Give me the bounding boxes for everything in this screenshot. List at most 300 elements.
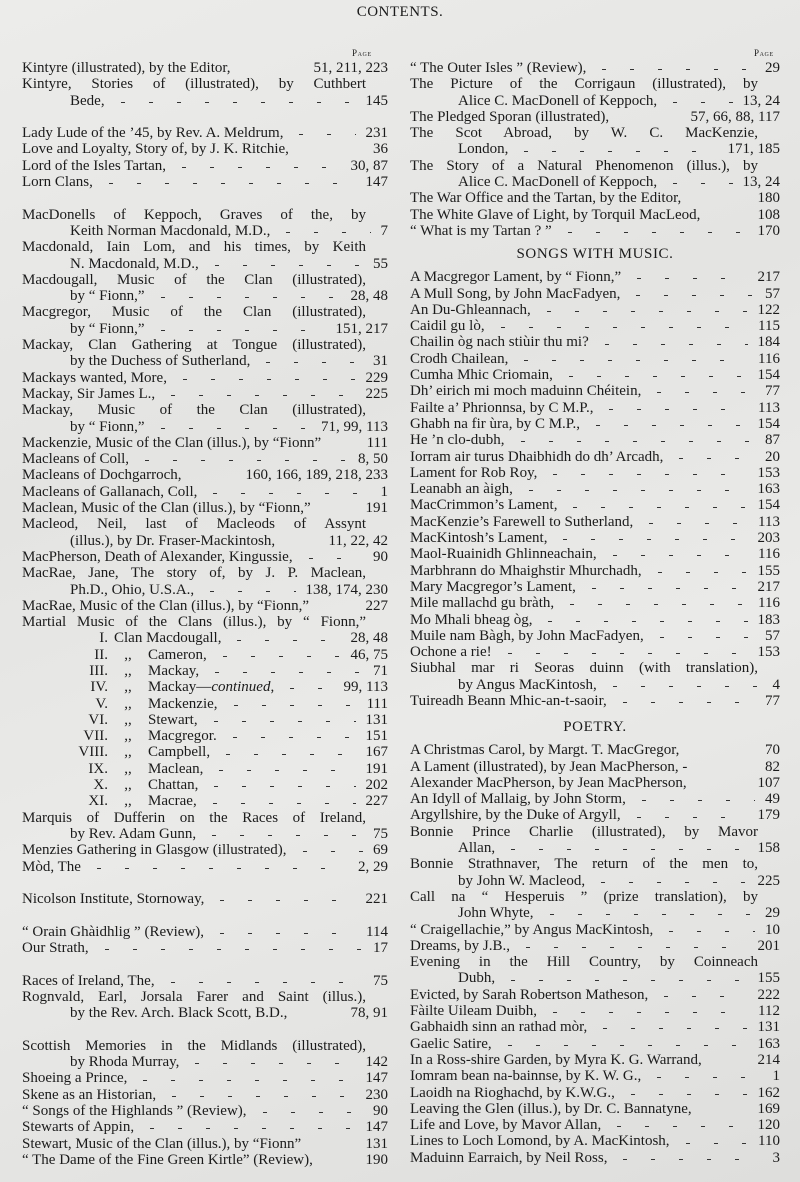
entry-title: Macdougall, Music of the Clan (illustrated), — [22, 271, 366, 288]
contents-entry — [22, 141, 388, 157]
dot-leader — [489, 318, 748, 334]
entry-title: Menzies Gathering in Glasgow (illustrated), — [22, 842, 287, 859]
entry-title: Iorram air turus Dhaibhidh do dh’ Arcadh, — [410, 448, 664, 465]
page-number: 154 — [757, 367, 780, 384]
page-number: 115 — [758, 318, 780, 335]
entry-title: Dubh, — [458, 970, 496, 987]
entry-title: Shoeing a Prince, — [22, 1070, 128, 1087]
dot-leader — [311, 500, 360, 516]
contents-entry — [22, 924, 388, 940]
ditto-mark: ,, — [124, 793, 132, 810]
contents-entry — [22, 435, 388, 451]
page-number: 28, 48 — [350, 288, 388, 305]
entry-title: Laoidh na Rioghachd, by K.W.G., — [410, 1084, 615, 1101]
page-number: 29 — [765, 905, 780, 922]
page-number: 113 — [758, 513, 780, 530]
roman-numeral: V. — [95, 695, 108, 712]
page-number: 28, 48 — [350, 630, 388, 647]
contents-entry — [22, 663, 388, 679]
entry-title: Scottish Memories in the Midlands (illustrated), — [22, 1037, 366, 1054]
contents-entry — [22, 451, 388, 467]
page-number: 90 — [373, 548, 388, 565]
entry-title: by the Duchess of Sutherland, — [70, 353, 251, 370]
page-number: 99, 113 — [343, 679, 388, 696]
page-number: 108 — [757, 206, 780, 223]
entry-title: Mackay, Music of the Clan (illustrated), — [22, 402, 366, 419]
entry-title: London, — [458, 141, 509, 158]
contents-entry — [410, 563, 780, 579]
contents-entry — [410, 922, 780, 938]
contents-entry — [410, 1003, 780, 1019]
section-heading: SONGS WITH MUSIC. — [516, 246, 674, 263]
dot-leader — [590, 60, 755, 76]
contents-entry — [410, 644, 780, 660]
dot-leader — [557, 367, 748, 383]
contents-entry — [410, 628, 780, 644]
dot-leader — [313, 1152, 360, 1168]
entry-title: Lament for Rob Roy, — [410, 464, 538, 481]
dot-leader — [309, 598, 359, 614]
page-number: 113 — [758, 399, 780, 416]
contents-entry — [22, 630, 388, 646]
entry-title: Macleans of Gallanach, Coll, — [22, 483, 198, 500]
page-number: 191 — [365, 760, 388, 777]
contents-entry — [410, 759, 780, 775]
entry-title: Mary Macgregor’s Lament, — [410, 578, 576, 595]
contents-entry — [22, 728, 388, 744]
contents-entry — [22, 223, 388, 239]
contents-entry — [410, 677, 780, 693]
page-number: 31 — [373, 353, 388, 370]
page-number: 114 — [366, 923, 388, 940]
contents-entry — [410, 432, 780, 448]
contents-entry — [22, 174, 388, 190]
dot-leader — [301, 1136, 359, 1152]
contents-entry — [410, 856, 780, 872]
contents-entry — [410, 514, 780, 530]
blank-line — [22, 875, 388, 891]
page-number: 201 — [757, 937, 780, 954]
contents-entry — [22, 386, 388, 402]
contents-entry — [22, 826, 388, 842]
page-number: 147 — [365, 174, 388, 191]
contents-entry — [410, 400, 780, 416]
contents-entry — [410, 1101, 780, 1117]
dot-leader — [202, 712, 356, 728]
entry-title: by Angus MacKintosh, — [458, 676, 597, 693]
entry-title: Maol-Ruainidh Ghlinneachain, — [410, 546, 597, 563]
entry-title: “ Craigellachie,” by Angus MacKintosh, — [410, 921, 654, 938]
contents-entry — [410, 1052, 780, 1068]
contents-entry — [22, 1038, 388, 1054]
entry-title: by Rhoda Murray, — [70, 1054, 180, 1071]
entry-title: by “ Fionn,” — [70, 288, 145, 305]
entry-title: Mòd, The — [22, 858, 81, 875]
entry-title: N. Macdonald, M.D., — [70, 255, 199, 272]
contents-entry — [22, 793, 388, 809]
entry-title: Macgregor, Music of the Clan (illustrated), — [22, 304, 366, 321]
entry-title: John Whyte, — [458, 905, 534, 922]
contents-entry — [22, 1119, 388, 1135]
page-number: 131 — [365, 711, 388, 728]
page-number: 191 — [365, 500, 388, 517]
entry-title: Macleans of Coll, — [22, 451, 130, 468]
dot-leader — [517, 481, 748, 497]
entry-title: Our Strath, — [22, 940, 89, 957]
contents-entry — [410, 530, 780, 546]
entry-title: Rognvald, Earl, Jorsala Farer and Saint (illus.), — [22, 988, 366, 1005]
dot-leader — [687, 775, 752, 791]
entry-title: Bonnie Prince Charlie (illustrated), by Mavor — [410, 823, 758, 840]
page-number: 147 — [365, 1119, 388, 1136]
page-number: 153 — [757, 464, 780, 481]
dot-leader — [85, 859, 348, 875]
page-number: 57 — [765, 285, 780, 302]
ditto-mark: ,, — [124, 760, 132, 777]
contents-entry — [410, 269, 780, 285]
page-number: 30, 87 — [350, 157, 388, 174]
entry-title: Martial Music of the Clans (illus.), by “ Fionn,” — [22, 614, 366, 631]
dot-leader — [674, 1134, 748, 1150]
page-number: 110 — [758, 1133, 780, 1150]
entry-title: Mackenzie, — [148, 695, 218, 712]
contents-entry — [410, 546, 780, 562]
page-number: 154 — [757, 415, 780, 432]
contents-entry — [410, 1036, 780, 1052]
entry-title: Tuireadh Beann Mhic-an-t-saoir, — [410, 692, 607, 709]
dot-leader — [625, 808, 748, 824]
contents-entry — [22, 598, 388, 614]
entry-title: Lady Lude of the ’45, by Rev. A. Meldrum, — [22, 125, 284, 142]
contents-entry — [22, 973, 388, 989]
roman-numeral: I. — [99, 630, 108, 647]
page-number: 4 — [772, 676, 780, 693]
dot-leader — [601, 677, 763, 693]
entry-title: The White Glave of Light, by Torquil MacLeod, — [410, 206, 701, 223]
contents-entry — [410, 889, 780, 905]
page-number: 183 — [757, 611, 780, 628]
page-number: 8, 50 — [358, 451, 388, 468]
contents-entry — [410, 109, 780, 125]
page-number: 3 — [772, 1149, 780, 1166]
dot-leader — [225, 631, 340, 647]
entry-title: Ghabh na fir ùra, by C M.P., — [410, 415, 580, 432]
entry-title: Leaving the Glen (illus.), by Dr. C. Bannatyne, — [410, 1100, 692, 1117]
contents-entry — [22, 940, 388, 956]
contents-entry — [410, 465, 780, 481]
page-number: 202 — [365, 777, 388, 794]
contents-entry — [22, 321, 388, 337]
contents-entry — [22, 614, 388, 630]
roman-numeral: X. — [93, 777, 108, 794]
entry-title: MacRae, Music of the Clan (illus.), by “Fionn,” — [22, 597, 310, 614]
contents-entry — [410, 318, 780, 334]
contents-entry — [410, 824, 780, 840]
entry-title: The Scot Abroad, by W. C. MacKenzie, — [410, 125, 758, 142]
dot-leader — [661, 93, 732, 109]
blank-line — [22, 956, 388, 972]
page-number: 82 — [765, 758, 780, 775]
entry-title-italic: continued — [211, 679, 271, 696]
dot-leader — [624, 286, 755, 302]
entry-title: by “ Fionn,” — [70, 320, 145, 337]
dot-leader — [509, 432, 755, 448]
entry-title: Marbhrann do Mhaighstir Mhurchadh, — [410, 562, 642, 579]
contents-entry — [410, 481, 780, 497]
dot-leader — [159, 973, 363, 989]
page-number: 222 — [757, 986, 780, 1003]
page-number: 2, 29 — [358, 858, 388, 875]
page-number: 75 — [373, 825, 388, 842]
page-number: 70 — [765, 742, 780, 759]
contents-entry — [22, 679, 388, 695]
dot-leader — [97, 174, 356, 190]
contents-entry — [410, 954, 780, 970]
dot-leader — [702, 1052, 752, 1068]
entry-title: Mo Mhali bheag òg, — [410, 611, 533, 628]
dot-leader — [514, 938, 748, 954]
entry-title: A Lament (illustrated), by Jean MacPherson, - — [410, 758, 688, 775]
contents-entry — [22, 402, 388, 418]
entry-title: Leanabh an àigh, — [410, 481, 513, 498]
page-number: 131 — [365, 1135, 388, 1152]
ditto-mark: ,, — [124, 646, 132, 663]
dot-leader — [160, 1087, 355, 1103]
page-number: 122 — [757, 301, 780, 318]
contents-entry — [410, 1019, 780, 1035]
contents-entry — [410, 334, 780, 350]
ditto-mark: ,, — [124, 662, 132, 679]
dot-leader — [251, 1103, 363, 1119]
contents-entry — [410, 416, 780, 432]
page-number: 17 — [373, 940, 388, 957]
contents-entry — [22, 712, 388, 728]
dot-leader — [109, 93, 356, 109]
dot-leader — [202, 777, 355, 793]
dot-leader — [278, 679, 333, 695]
dot-leader — [496, 644, 748, 660]
entry-title: MacRae, Jane, The story of, by J. P. Maclean, — [22, 565, 366, 582]
page-number: 1 — [772, 1068, 780, 1085]
contents-entry — [22, 810, 388, 826]
dot-leader — [203, 256, 363, 272]
dot-leader — [605, 1117, 747, 1133]
entry-title: Lorn Clans, — [22, 174, 93, 191]
contents-entry — [410, 383, 780, 399]
contents-entry — [22, 516, 388, 532]
entry-title: “ The Outer Isles ” (Review), — [410, 60, 587, 76]
page-number: 51, 211, 223 — [313, 60, 388, 76]
page-number: 142 — [365, 1054, 388, 1071]
page-number: 217 — [757, 269, 780, 286]
page-title: CONTENTS. — [356, 4, 444, 20]
page-number: 151, 217 — [335, 320, 388, 337]
dot-leader — [159, 386, 355, 402]
contents-entry — [410, 223, 780, 239]
dot-leader — [619, 1085, 748, 1101]
contents-entry — [22, 125, 388, 141]
dot-leader — [512, 351, 748, 367]
page-number: 230 — [365, 1086, 388, 1103]
entry-title: Siubhal mar ri Seoras duinn (with translation), — [410, 660, 758, 677]
dot-leader — [297, 549, 363, 565]
contents-entry — [22, 256, 388, 272]
entry-title: Iomram bean na-bainnse, by K. W. G., — [410, 1068, 642, 1085]
contents-entry — [410, 158, 780, 174]
contents-entry — [410, 775, 780, 791]
entry-title: Fàilte Uileam Duibh, — [410, 1003, 538, 1020]
dot-leader — [149, 419, 311, 435]
dot-leader — [637, 514, 748, 530]
dot-leader — [657, 922, 755, 938]
contents-entry — [22, 891, 388, 907]
dot-leader — [149, 288, 341, 304]
contents-entry — [22, 370, 388, 386]
page-number: 131 — [757, 1019, 780, 1036]
page-number: 71, 99, 113 — [321, 418, 388, 435]
entry-title: Bede, — [70, 92, 105, 109]
contents-entry — [22, 467, 388, 483]
entry-title: Gabhaidh sinn an rathad mòr, — [410, 1019, 588, 1036]
entry-title: Alice C. MacDonell of Keppoch, — [458, 92, 658, 109]
contents-entry — [22, 696, 388, 712]
dot-leader — [611, 1150, 762, 1166]
page-number: 77 — [765, 692, 780, 709]
contents-entry — [410, 141, 780, 157]
contents-entry — [410, 612, 780, 628]
entry-title: In a Ross-shire Garden, by Myra K. G. Warrand, — [410, 1051, 702, 1068]
blank-line — [22, 1022, 388, 1038]
dot-leader — [93, 940, 363, 956]
page-number: 116 — [758, 595, 780, 612]
entry-title: Chattan, — [148, 777, 199, 794]
contents-entry — [410, 807, 780, 823]
entry-title: He ’n clo-dubh, — [410, 432, 505, 449]
dot-leader — [681, 191, 751, 207]
contents-entry — [22, 533, 388, 549]
dot-leader — [211, 647, 341, 663]
entry-title: Kintyre, Stories of (illustrated), by Cuthbert — [22, 76, 366, 93]
contents-entry — [410, 125, 780, 141]
entry-title: Allan, — [458, 840, 496, 857]
blank-line — [22, 109, 388, 125]
dot-leader — [646, 563, 748, 579]
page-number: 171, 185 — [727, 141, 780, 158]
dot-leader — [231, 60, 308, 76]
contents-entry — [22, 989, 388, 1005]
entry-title: (illus.), by Dr. Fraser-Mackintosh, — [70, 532, 276, 549]
dot-leader — [499, 971, 747, 987]
entry-title: Stewarts of Appin, — [22, 1119, 135, 1136]
roman-numeral: II. — [94, 646, 108, 663]
contents-entry — [410, 76, 780, 92]
page-number: 162 — [757, 1084, 780, 1101]
page-number: 229 — [365, 369, 388, 386]
contents-entry — [22, 1136, 388, 1152]
page-number: 145 — [365, 92, 388, 109]
dot-leader — [661, 174, 732, 190]
entry-title: “ What is my Tartan ? ” — [410, 222, 552, 239]
dot-leader — [541, 465, 747, 481]
dot-leader — [645, 383, 755, 399]
contents-left-column — [22, 60, 388, 1168]
dot-leader — [170, 158, 340, 174]
contents-entry — [22, 777, 388, 793]
entry-title: An Idyll of Mallaig, by John Storm, — [410, 791, 626, 808]
contents-entry — [410, 987, 780, 1003]
contents-entry — [22, 1005, 388, 1021]
page-number: 154 — [757, 497, 780, 514]
page-number: 203 — [757, 530, 780, 547]
dot-leader — [200, 826, 363, 842]
entry-title: Mackays wanted, More, — [22, 369, 167, 386]
contents-entry — [22, 582, 388, 598]
entry-title: Stewart, — [148, 711, 198, 728]
dot-leader — [652, 987, 747, 1003]
dot-leader — [275, 533, 322, 549]
dot-leader — [667, 449, 755, 465]
contents-entry — [410, 791, 780, 807]
dot-leader — [289, 142, 367, 158]
entry-title: Argyllshire, by the Duke of Argyll, — [410, 807, 621, 824]
entry-title: by Rev. Adam Gunn, — [70, 825, 197, 842]
contents-entry — [22, 761, 388, 777]
entry-title: Ph.D., Ohio, U.S.A., — [70, 581, 195, 598]
entry-title: Life and Love, by Mavor Allan, — [410, 1117, 602, 1134]
dot-leader — [536, 612, 747, 628]
page-number: 179 — [757, 807, 780, 824]
entry-title: Mackay, — [148, 662, 200, 679]
entry-title: Macleod, Neil, last of Macleods of Assynt — [22, 516, 366, 533]
entry-title: Lines to Loch Lomond, by A. MacKintosh, — [410, 1133, 670, 1150]
ditto-mark: ,, — [124, 744, 132, 761]
dot-leader — [201, 484, 370, 500]
entry-title: Mackay, Clan Gathering at Tongue (illustrated), — [22, 337, 366, 354]
dot-leader — [198, 582, 295, 598]
contents-entry — [22, 207, 388, 223]
entry-title: Evening in the Hill Country, by Coinneach — [410, 954, 758, 971]
entry-title: Maclean, Music of the Clan (illus.), by “Fionn,” — [22, 500, 311, 517]
dot-leader — [171, 370, 356, 386]
page-number: 190 — [365, 1151, 388, 1168]
dot-leader — [287, 1005, 344, 1021]
contents-entry — [22, 60, 388, 76]
page-number: 29 — [765, 60, 780, 76]
dot-leader — [321, 435, 361, 451]
entry-title: Crodh Chailean, — [410, 350, 509, 367]
contents-entry — [410, 873, 780, 889]
entry-title: Campbell, — [148, 744, 211, 761]
page-number: 167 — [365, 744, 388, 761]
roman-numeral: IX. — [88, 760, 108, 777]
dot-leader — [538, 905, 755, 921]
entry-title: A Macgregor Lament, by “ Fionn,” — [410, 269, 622, 286]
contents-entry — [410, 1133, 780, 1149]
entry-title: “ The Dame of the Fine Green Kirtle” (Review), — [22, 1151, 313, 1168]
dot-leader — [584, 416, 748, 432]
dot-leader — [700, 207, 751, 223]
entry-title: Muile nam Bàgh, by John MacFadyen, — [410, 627, 644, 644]
contents-entry — [22, 158, 388, 174]
dot-leader — [593, 335, 748, 351]
dot-leader — [551, 530, 747, 546]
dot-leader — [541, 1003, 748, 1019]
contents-entry — [410, 174, 780, 190]
page-number: 163 — [757, 481, 780, 498]
contents-entry — [22, 744, 388, 760]
entry-title: The War Office and the Tartan, by the Editor, — [410, 190, 682, 207]
dot-leader — [591, 1019, 747, 1035]
